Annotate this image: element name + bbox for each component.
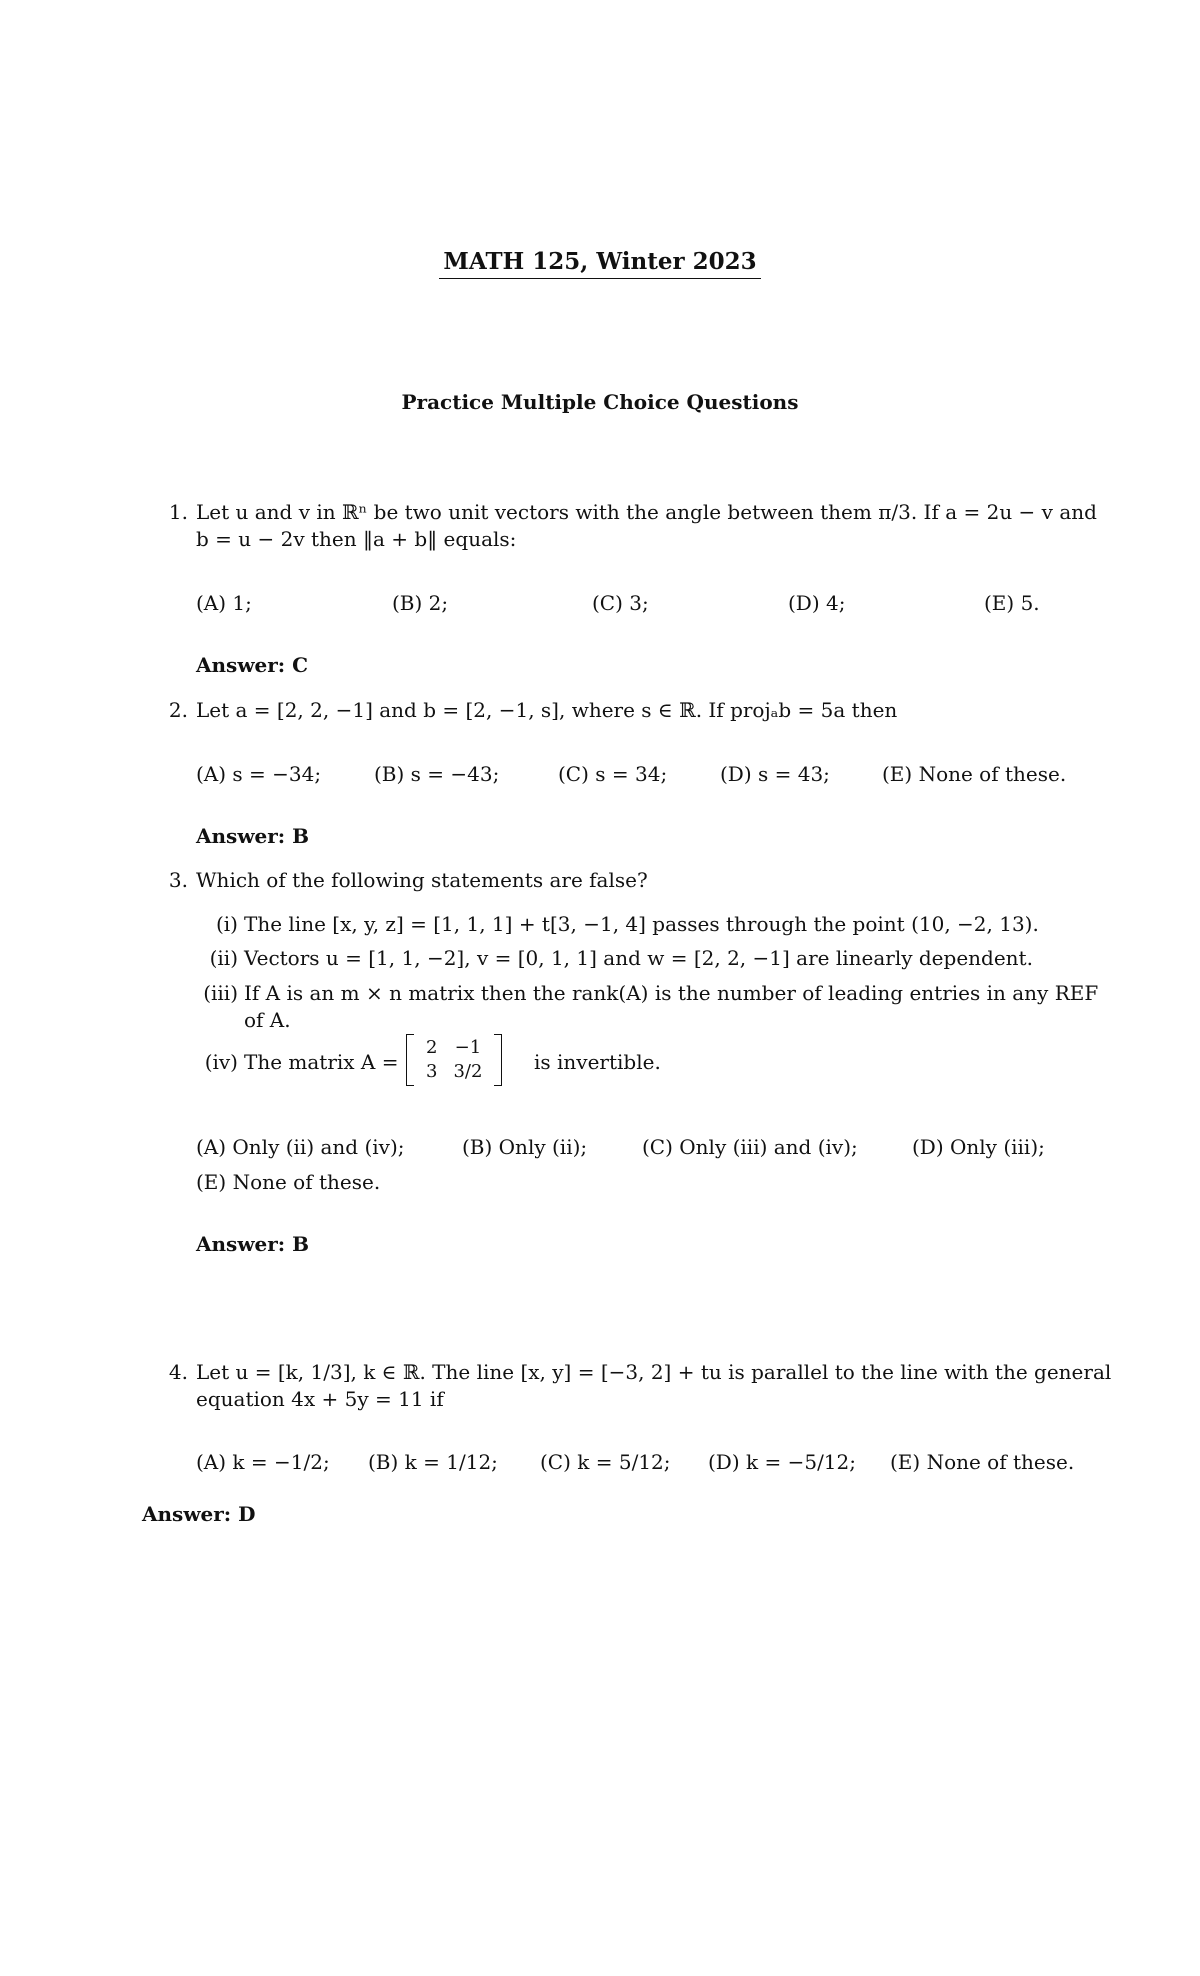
statement-text: Vectors u = [1, 1, −2], v = [0, 1, 1] and w = [2, 2, −1] are linearly dependent. xyxy=(244,946,1033,970)
statement-text: of A. xyxy=(244,1008,291,1032)
option-c: (C) k = 5/12; xyxy=(540,1450,671,1474)
page-subtitle: Practice Multiple Choice Questions xyxy=(401,390,799,414)
option-e: (E) None of these. xyxy=(890,1450,1075,1474)
option-b: (B) k = 1/12; xyxy=(368,1450,498,1474)
matrix-cell: 3 xyxy=(426,1061,438,1082)
answer-label: Answer: B xyxy=(196,824,310,848)
statement-text: is invertible. xyxy=(534,1050,661,1074)
option-d: (D) Only (iii); xyxy=(912,1135,1045,1159)
statement-text: If A is an m × n matrix then the rank(A) is the number of leading entries in any REF xyxy=(244,981,1099,1005)
option-d: (D) s = 43; xyxy=(720,762,830,786)
statement-text: The matrix A = xyxy=(244,1050,399,1074)
option-b: (B) s = −43; xyxy=(374,762,500,786)
question-number: 1. xyxy=(168,500,188,524)
statement-text: The line [x, y, z] = [1, 1, 1] + t[3, −1, 4] passes through the point (10, −2, 13). xyxy=(244,912,1039,936)
option-a: (A) Only (ii) and (iv); xyxy=(196,1135,405,1159)
question-number: 3. xyxy=(168,868,188,892)
option-b: (B) 2; xyxy=(392,591,449,615)
matrix-a xyxy=(402,1036,506,1084)
question-text-line: Let a = [2, 2, −1] and b = [2, −1, s], where s ∈ ℝ. If projₐb = 5a then xyxy=(196,698,898,722)
matrix-cell: 3/2 xyxy=(453,1061,483,1082)
question-text-line: Let u and v in ℝⁿ be two unit vectors with the angle between them π/3. If a = 2u − v and xyxy=(196,500,1097,524)
question-text-line: Which of the following statements are false? xyxy=(196,868,648,892)
answer-label: Answer: D xyxy=(142,1502,256,1526)
statement-label: (iv) xyxy=(204,1050,238,1074)
option-a: (A) 1; xyxy=(196,591,252,615)
question-text-line: b = u − 2v then ‖a + b‖ equals: xyxy=(196,527,517,551)
option-e: (E) None of these. xyxy=(882,762,1067,786)
option-c: (C) 3; xyxy=(592,591,649,615)
matrix-cell: −1 xyxy=(454,1037,482,1058)
matrix-cell: 2 xyxy=(426,1037,438,1058)
question-text-line: Let u = [k, 1/3], k ∈ ℝ. The line [x, y] = [−3, 2] + tu is parallel to the line with the general xyxy=(196,1360,1112,1384)
answer-label: Answer: C xyxy=(196,653,309,677)
statement-label: (ii) xyxy=(209,946,238,970)
option-e: (E) None of these. xyxy=(196,1170,381,1194)
option-e: (E) 5. xyxy=(984,591,1040,615)
question-number: 4. xyxy=(168,1360,188,1384)
option-c: (C) Only (iii) and (iv); xyxy=(642,1135,858,1159)
option-a: (A) k = −1/2; xyxy=(196,1450,330,1474)
option-a: (A) s = −34; xyxy=(196,762,322,786)
answer-label: Answer: B xyxy=(196,1232,310,1256)
option-b: (B) Only (ii); xyxy=(462,1135,588,1159)
question-number: 2. xyxy=(168,698,188,722)
question-text-line: equation 4x + 5y = 11 if xyxy=(196,1387,444,1411)
page-title: MATH 125, Winter 2023 xyxy=(0,248,1200,279)
statement-label: (i) xyxy=(215,912,238,936)
option-d: (D) k = −5/12; xyxy=(708,1450,856,1474)
option-d: (D) 4; xyxy=(788,591,846,615)
statement-label: (iii) xyxy=(203,981,238,1005)
option-c: (C) s = 34; xyxy=(558,762,668,786)
